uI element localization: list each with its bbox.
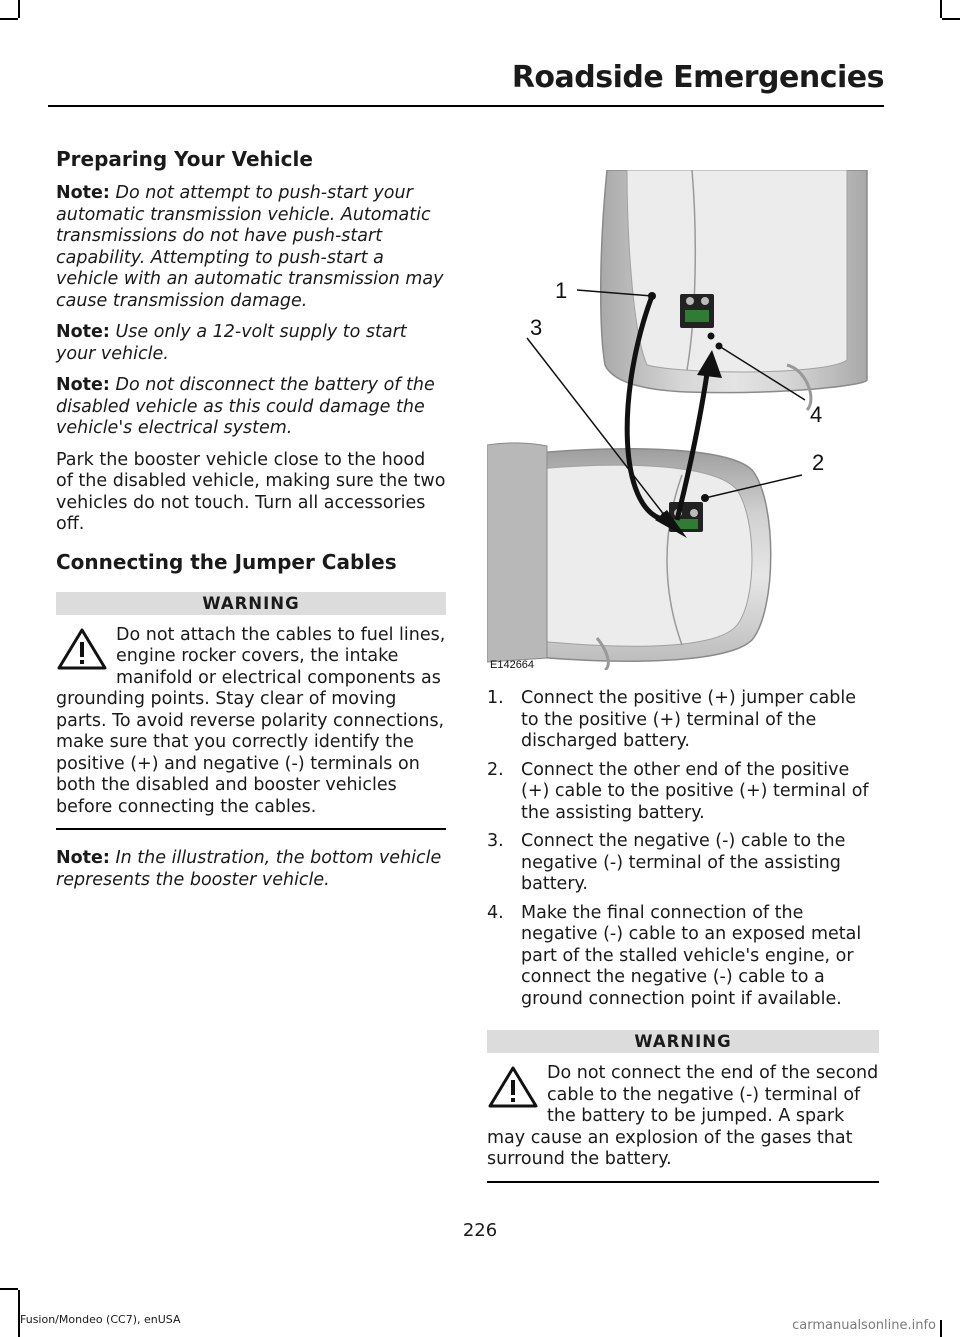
warning-title: WARNING — [487, 1030, 879, 1053]
callout-2: 2 — [812, 450, 825, 475]
crop-mark — [942, 18, 960, 20]
figure-code: E142664 — [490, 659, 535, 670]
step-text: Connect the negative (-) cable to the negative (-) terminal of the assisting battery. — [521, 831, 846, 894]
warning-triangle-icon — [487, 1065, 539, 1109]
note-paragraph — [56, 322, 446, 365]
note-text: Use only a 12-volt supply to start your vehicle. — [56, 322, 407, 364]
note-paragraph — [56, 848, 446, 891]
note-text: In the illustration, the bottom vehicle represents the booster vehicle. — [56, 848, 442, 890]
warning-triangle-icon — [56, 627, 108, 671]
step-text: Make the final connection of the negative (-) cable to an exposed metal part of the stalled vehicle's engine, or connect the negative (-) cable to a ground connection point if available. — [521, 902, 862, 1009]
right-column — [487, 688, 879, 1183]
warning-bottom-rule — [487, 1181, 879, 1183]
step-number: 2. — [487, 759, 504, 780]
section-heading-preparing: Preparing Your Vehicle — [56, 147, 313, 171]
crop-mark — [940, 1320, 942, 1337]
note-paragraph — [56, 183, 446, 312]
section-heading-connecting: Connecting the Jumper Cables — [56, 549, 397, 574]
warning-title: WARNING — [56, 592, 446, 615]
note-text: Do not disconnect the battery of the disabled vehicle as this could damage the vehicle's electrical system. — [56, 375, 435, 438]
note-label: Note: — [56, 375, 110, 395]
callout-3: 3 — [530, 315, 543, 340]
warning-text: Do not connect the end of the second cable to the negative (-) terminal of the battery to be jumped. A spark may cause an explosion of the gases that surround the battery. — [487, 1063, 879, 1169]
crop-mark — [0, 1288, 18, 1290]
page-title: Roadside Emergencies — [511, 60, 884, 95]
list-item — [487, 688, 879, 753]
steps-list — [487, 688, 879, 1010]
list-item — [487, 760, 879, 825]
body-paragraph: Park the booster vehicle close to the hood of the disabled vehicle, making sure the two vehicles do not touch. Turn all accessories off. — [56, 449, 446, 534]
crop-mark — [0, 18, 18, 20]
footer-watermark: carmanualsonline.info — [792, 1318, 936, 1333]
callout-1: 1 — [555, 278, 568, 303]
page-number: 226 — [462, 1220, 498, 1241]
car-battery-jump-diagram-icon — [487, 170, 877, 670]
crop-mark — [18, 0, 20, 18]
step-number: 3. — [487, 831, 504, 851]
warning-bottom-rule — [56, 828, 446, 830]
warning-box — [56, 592, 446, 831]
warning-body — [56, 625, 446, 819]
note-label: Note: — [56, 183, 110, 203]
title-divider — [48, 105, 884, 107]
list-item — [487, 831, 879, 896]
warning-body — [487, 1063, 879, 1171]
footer-model: Fusion/Mondeo (CC7), enUSA — [20, 1313, 181, 1326]
step-text: Connect the positive (+) jumper cable to the positive (+) terminal of the discharged battery. — [521, 688, 857, 751]
left-column — [56, 147, 446, 891]
note-paragraph — [56, 375, 446, 440]
callout-4: 4 — [810, 402, 823, 427]
list-item — [487, 903, 879, 1011]
note-label: Note: — [56, 322, 110, 342]
warning-text: Do not attach the cables to fuel lines, engine rocker covers, the intake manifold or electrical components as grounding points. Stay clear of moving parts. To avoid reverse polarity connections, make sure that you correctly identify the positive (+) and negative (-) terminals on both the disabled and booster vehicles before connecting the cables. — [56, 624, 446, 817]
note-text: Do not attempt to push-start your automatic transmission vehicle. Automatic transmissions do not have push-start capability. Attempting to push-start a vehicle with an automatic transmission may cause transmission damage. — [56, 183, 444, 311]
step-text: Connect the other end of the positive (+) cable to the positive (+) terminal of the assisting battery. — [521, 759, 869, 823]
step-number: 1. — [487, 688, 504, 708]
step-number: 4. — [487, 902, 504, 923]
warning-box — [487, 1030, 879, 1183]
crop-mark — [940, 0, 942, 18]
note-label: Note: — [56, 848, 110, 868]
jump-start-illustration — [487, 170, 877, 670]
